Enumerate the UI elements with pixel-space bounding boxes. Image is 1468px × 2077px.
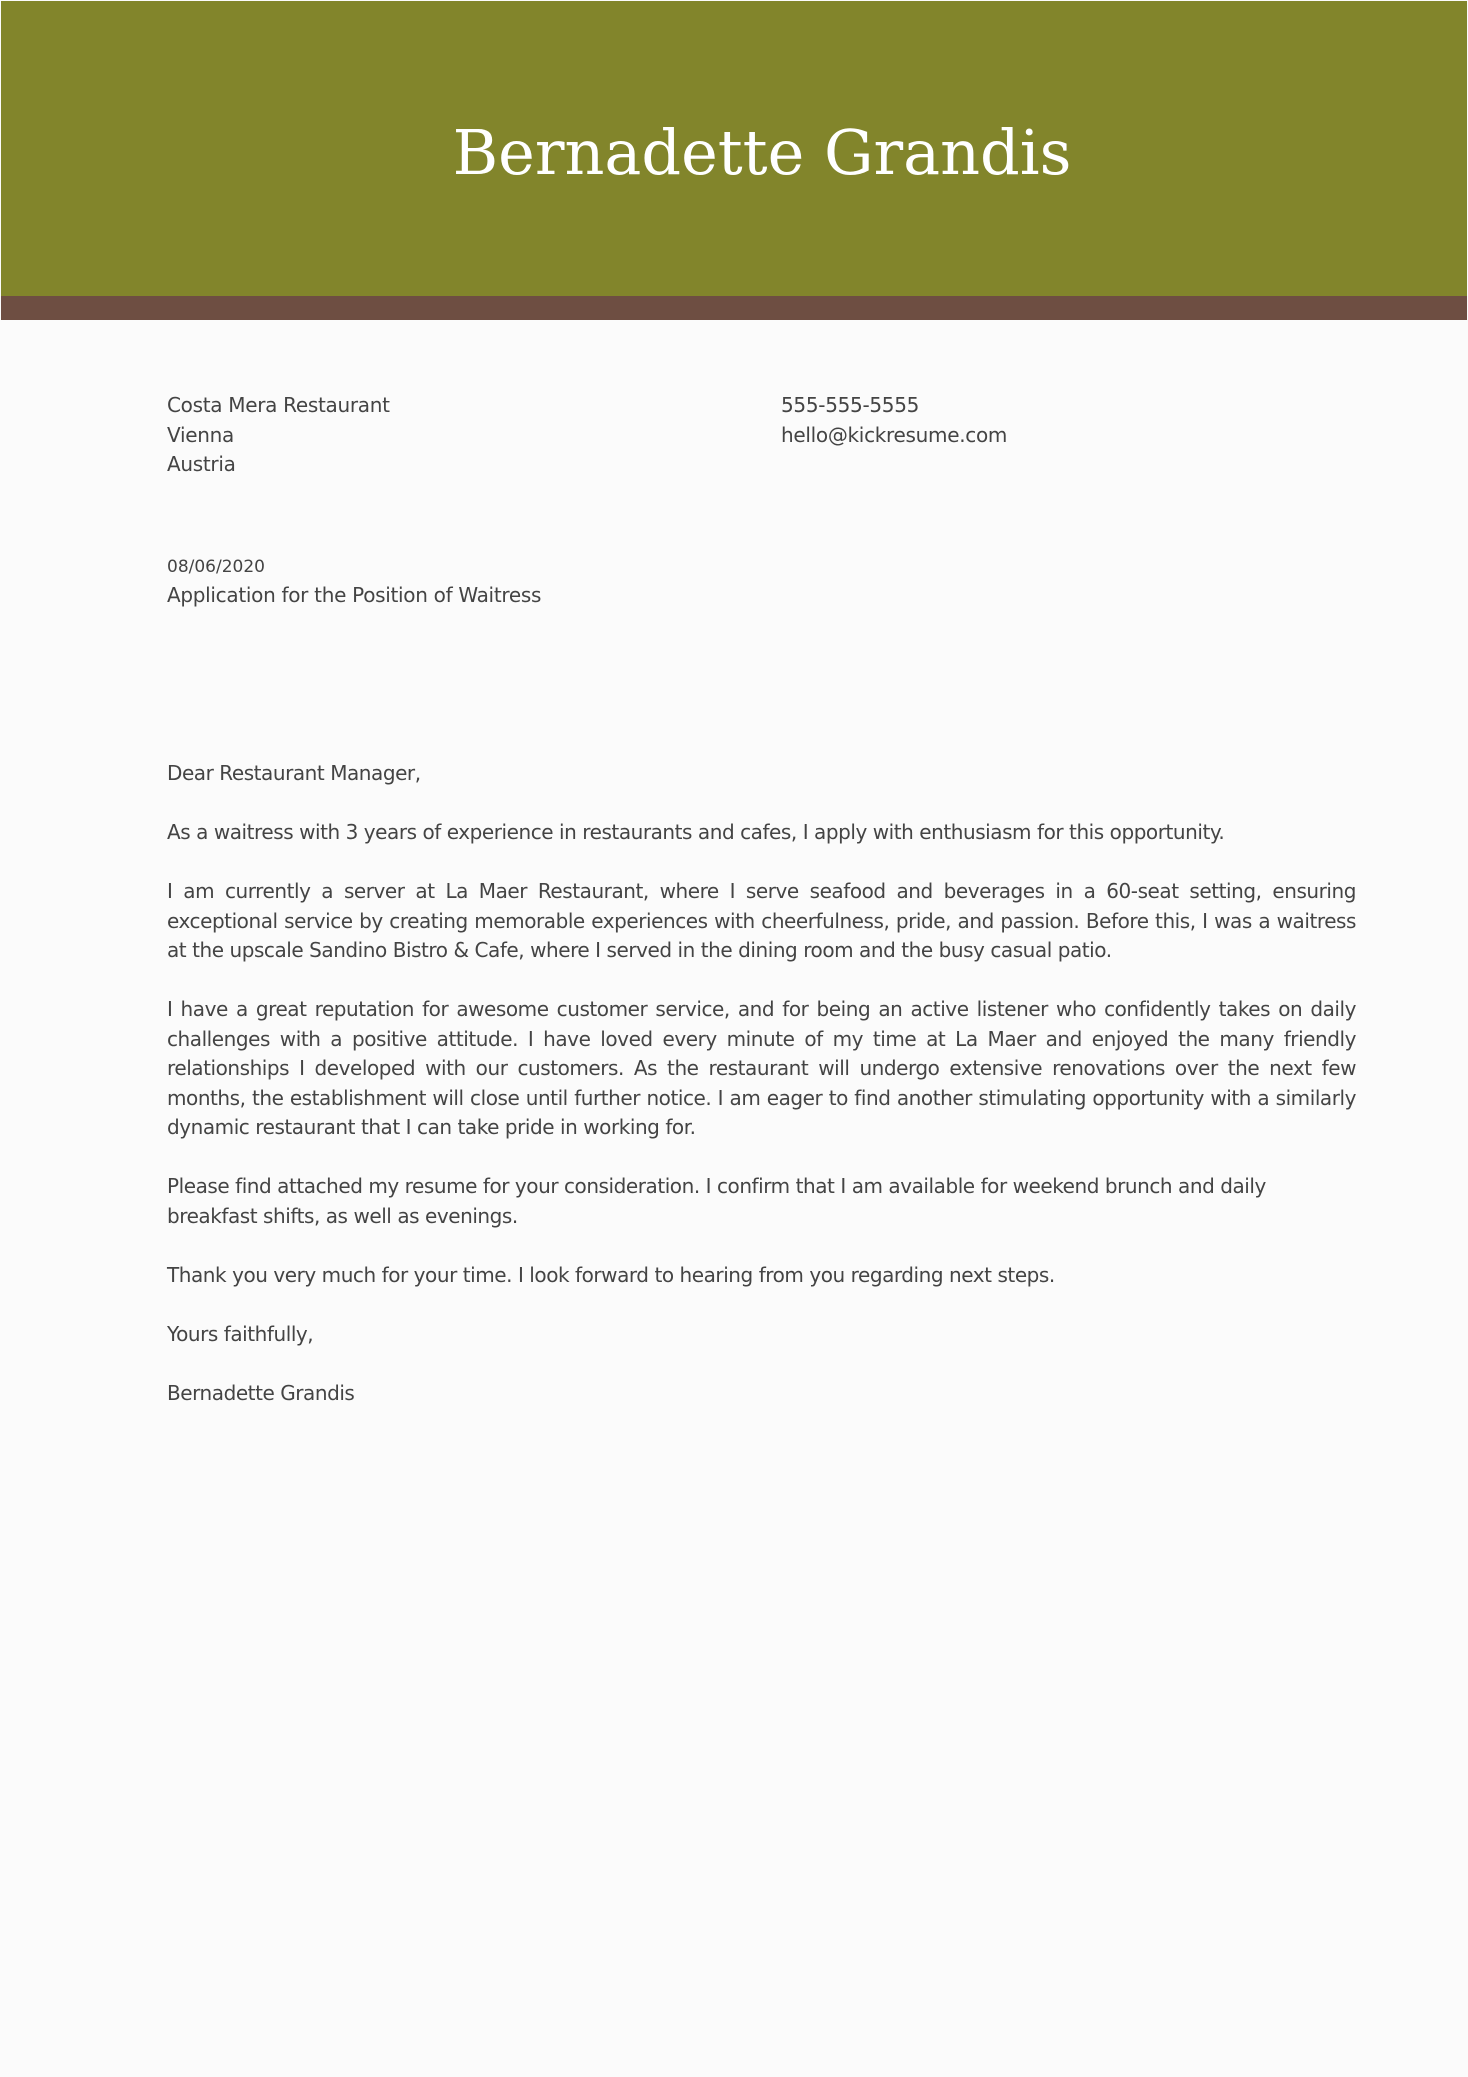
closing: Yours faithfully,	[167, 1321, 314, 1346]
paragraph-availability: Please find attached my resume for your consideration. I confirm that I am available for weekend brunch and daily breakfast shifts, as well as evenings.	[167, 1174, 1266, 1228]
paragraph-experience: I am currently a server at La Maer Restaurant, where I serve seafood and beverages in a 60-seat setting, ensuring exceptional service by creating memorable experiences with cheerfulness, pride, and passion. Before this, I was a waitress at the upscale Sandino Bistro & Cafe, where I served in the dining room and the busy casual patio.	[167, 879, 1356, 962]
email-address: hello@kickresume.com	[781, 422, 1008, 447]
paragraph-intro: As a waitress with 3 years of experience in restaurants and cafes, I apply with enthusiasm for this opportunity.	[167, 820, 1225, 844]
recipient-company: Costa Mera Restaurant	[167, 393, 390, 417]
header-banner	[1, 1, 1467, 296]
paragraph-reputation: I have a great reputation for awesome customer service, and for being an active listener who confidently takes on daily challenges with a positive attitude. I have loved every minute of my time at La Maer and enjoyed the many friendly relationships I developed with our customers. As the restaurant will undergo extensive renovations over the next few months, the establishment will close until further notice. I am eager to find another stimulating opportunity with a similarly dynamic restaurant that I can take pride in working for.	[167, 997, 1356, 1139]
paragraph-thanks: Thank you very much for your time. I look forward to hearing from you regarding next steps.	[167, 1262, 1055, 1287]
recipient-country: Austria	[167, 452, 236, 476]
recipient-city: Vienna	[167, 422, 234, 447]
phone-number: 555-555-5555	[781, 393, 920, 417]
salutation: Dear Restaurant Manager,	[167, 761, 421, 785]
cover-letter-page	[1, 1, 1467, 2076]
signature: Bernadette Grandis	[167, 1380, 355, 1405]
applicant-name: Bernadette Grandis	[452, 116, 1072, 189]
letter-subject: Application for the Position of Waitress	[167, 583, 542, 607]
letter-body	[167, 759, 1356, 1438]
header-accent-band	[1, 296, 1467, 320]
sender-contact	[781, 391, 1007, 450]
letter-date: 08/06/2020	[167, 557, 265, 577]
recipient-address	[167, 391, 390, 480]
